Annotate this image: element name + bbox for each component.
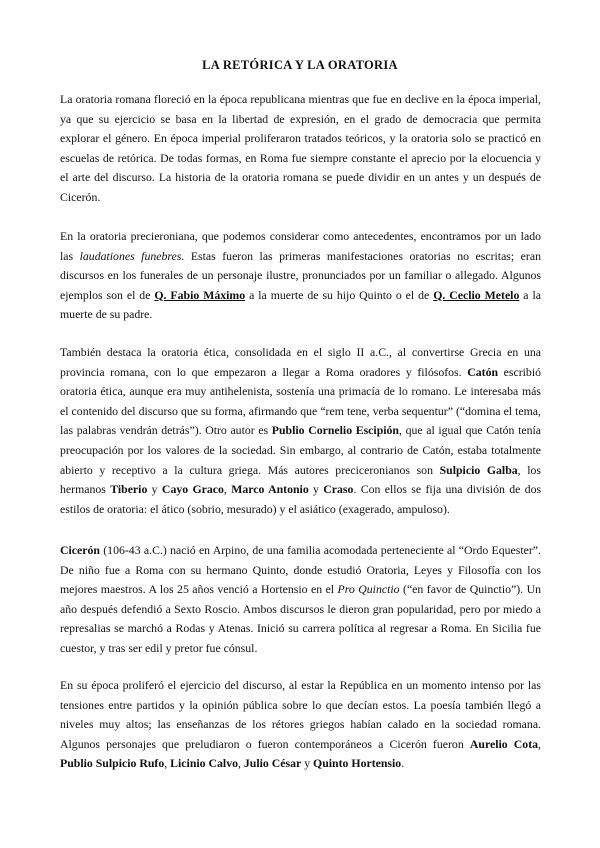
bold-name: Sulpicio Galba <box>439 462 518 477</box>
paragraph-text: (“en favor de Quinctio”). Un año después defendió a Sexto Roscio. Ambos discursos le dieron gran popularidad, pero por miedo a represalias se marchó a Rodas y Atenas. Inició su carrera política al regresar a Roma. En Sicilia fue cuestor, y tras ser edil y pretor fue cónsul. <box>60 582 541 655</box>
italic-term: laudationes funebres <box>79 248 182 263</box>
bold-name: Quinto Hortensio <box>313 756 402 771</box>
paragraph-text: , los hermanos <box>60 462 541 497</box>
paragraph-ciceron <box>60 541 541 659</box>
paragraph-text: y <box>308 482 324 497</box>
paragraph-text: y <box>301 756 314 771</box>
italic-term: Pro Quinctio <box>337 582 400 597</box>
paragraph-text: . Estas fueron las primeras manifestaciones oratorias no escritas; eran discursos en los funerales de un personaje ilustre, pronunciados por un familiar o allegado. Algunos ejemplos son el de <box>60 248 541 302</box>
paragraph-contemporaneos <box>60 676 541 774</box>
bold-name: Aurelio Cota <box>469 736 539 751</box>
paragraph-intro <box>60 90 541 208</box>
paragraph-text: En la oratoria precieroniana, que podemos considerar como antecedentes, encontramos por un lado las <box>60 229 541 263</box>
paragraph-text: , <box>164 756 171 771</box>
bold-name: Tiberio <box>110 482 148 497</box>
paragraph-text: , <box>538 736 541 751</box>
paragraph-text: También destaca la oratoria ética, consolidada en el siglo II a.C., al convertirse Grecia en una provincia romana, con lo que empezaron a llegar a Roma oradores y filósofos. <box>60 345 541 379</box>
paragraph-text: a la muerte de su padre. <box>60 287 541 322</box>
bold-name: Cayo Graco <box>161 482 224 497</box>
paragraph-text: (106-43 a.C.) nació en Arpino, de una familia acomodada perteneciente al “Ordo Equester”. De niño fue a Roma con su hermano Quinto, donde estudió Oratoria, Leyes y Filosofía con los mejores maestros. A los 25 años venció a Hortensio en el <box>60 543 541 597</box>
bold-underlined-name: Q. Ceclio Metelo <box>433 287 520 302</box>
bold-name: Catón <box>467 364 499 379</box>
paragraph-text: , <box>223 482 232 497</box>
bold-name: Marco Antonio <box>231 482 309 497</box>
paragraph-text: a la muerte de su hijo Quinto o el de <box>245 287 434 302</box>
paragraph-preciceroniana <box>60 227 541 325</box>
paragraph-text: escribió oratoria ética, aunque era muy antihelenista, sostenía una primacía de lo romano. Le interesaba más el contenido del discurso que su forma, afirmando que “rem tene, verba sequentur” (“domina el tema, las palabras vendrán detrás”). Otro autor es <box>60 364 541 438</box>
bold-name: Julio César <box>243 756 302 771</box>
bold-underlined-name: Q. Fabio Máximo <box>154 287 246 302</box>
paragraph-text: , <box>238 756 244 771</box>
paragraph-text: . <box>401 756 405 771</box>
bold-name: Publio Cornelio Escipión <box>271 423 399 438</box>
bold-name: Cicerón <box>60 543 100 557</box>
page-title: LA RETÓRICA Y LA ORATORIA <box>202 58 398 72</box>
bold-name: Craso <box>323 482 354 497</box>
paragraph-text: . Con ellos se fija una división de dos estilos de oratoria: el ático (sobrio, mesurado) y el asiático (exagerado, ampuloso). <box>60 482 542 516</box>
bold-name: Licinio Calvo <box>170 756 238 771</box>
bold-name: Publio Sulpicio Rufo <box>60 756 165 771</box>
paragraph-text: y <box>147 482 162 497</box>
paragraph-text: La oratoria romana floreció en la época republicana mientras que fue en declive en la época imperial, ya que su ejercicio se basa en la libertad de expresión, en el grado de democracia que permita explorar el género. En época imperial proliferaron tratados teóricos, y la oratoria solo se practicó en escuelas de retórica. De todas formas, en Roma fue siempre constante el aprecio por la elocuencia y el arte del discurso. La historia de la oratoria romana se puede dividir en un antes y un después de Cicerón. <box>60 92 541 204</box>
paragraph-text: , que al igual que Catón tenía preocupación por los valores de la sociedad. Sin embargo, al contrario de Catón, estaba totalmente abierto y receptivo a la cultura griega. Más autores preciceronianos son <box>60 423 541 477</box>
paragraph-text: En su época proliferó el ejercicio del discurso, al estar la República en un momento intenso por las tensiones entre partidos y la opinión pública sobre lo que decían estos. La poesía también llegó a niveles muy altos; las enseñanzas de los rétores griegos habían calado en la sociedad romana. Algunos personajes que preludiaron o fueron contemporáneos a Cicerón fueron <box>60 678 541 751</box>
paragraph-oratoria-etica <box>60 343 541 519</box>
